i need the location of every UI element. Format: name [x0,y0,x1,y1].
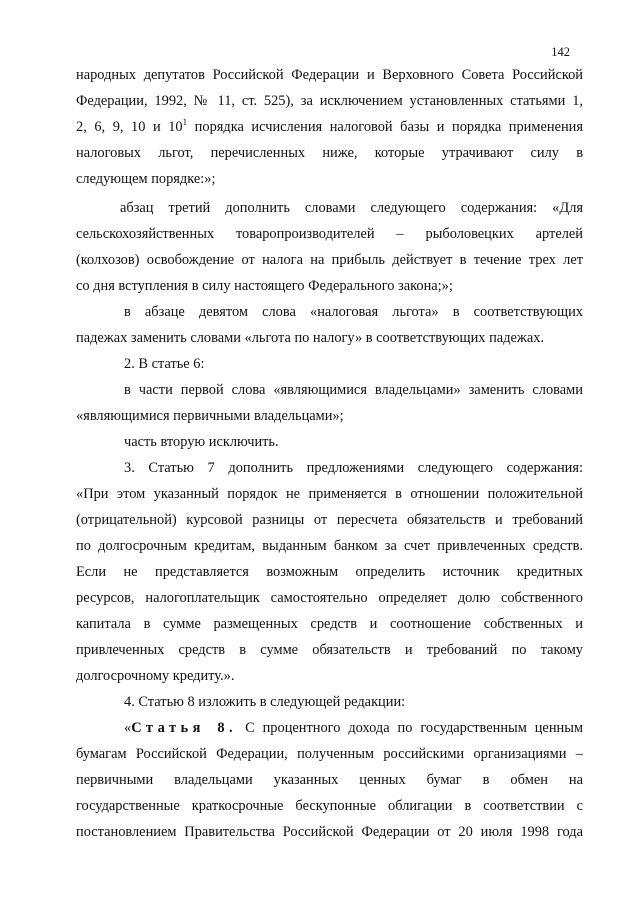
text-fragment: С процентного дохода по государственным ценным [237,720,583,736]
text-line: падежах заменить словами «льгота по налогу» в соответствующих падежах. [76,330,545,346]
text-line: со дня вступления в силу настоящего Федерального закона;»; [76,278,453,294]
text-fragment: « [124,720,132,736]
text-line: «При этом указанный порядок не применяется в отношении положительной [76,486,583,502]
text-line: налоговых льгот, перечисленных ниже, которые утрачивают силу в [76,145,583,161]
text-line: сельскохозяйственных товаропроизводителей – рыболовецких артелей [76,226,583,242]
text-line: абзац третий дополнить словами следующего содержания: «Для [120,200,583,216]
superscript: 1 [182,117,188,127]
text-line: привлеченных средств в сумме обязательств и требований по такому [76,642,583,658]
text-line: Федерации, 1992, № 11, ст. 525), за исключением установленных статьями 1, [76,93,583,109]
text-line: в части первой слова «являющимися владельцами» заменить словами [124,382,583,398]
text-line: «являющимися первичными владельцами»; [76,408,344,424]
text-line: (отрицательной) курсовой разницы от пересчета обязательств и требований [76,512,583,528]
text-line: ресурсов, налогоплательщик самостоятельно определяет долю собственного [76,590,583,606]
text-line: Если не представляется возможным определить источник кредитных [76,564,583,580]
text-line: по долгосрочным кредитам, выданным банком за счет привлеченных средств. [76,538,583,554]
text-fragment: 2, 6, 9, 10 и 10 [76,119,183,135]
text-line: 2. В статье 6: [124,356,205,372]
text-line: первичными владельцами указанных ценных бумаг в обмен на [76,772,583,788]
text-line: государственные краткосрочные бескупонные облигации в соответствии с [76,798,583,814]
text-line: долгосрочному кредиту.». [76,668,235,684]
text-line [76,118,583,136]
text-line: (колхозов) освобождение от налога на прибыль действует в течение трех лет [76,252,583,268]
text-line: 4. Статью 8 изложить в следующей редакции: [124,694,406,710]
text-line: бумагам Российской Федерации, полученным российскими организациями – [76,746,583,762]
text-line: в абзаце девятом слова «налоговая льгота» в соответствующих [124,304,583,320]
text-line [124,719,583,737]
text-line: народных депутатов Российской Федерации и Верховного Совета Российской [76,67,583,83]
text-line: постановлением Правительства Российской Федерации от 20 июля 1998 года [76,824,583,840]
text-line: следующем порядке:»; [76,171,216,187]
page-number: 142 [551,45,570,59]
article-heading: Статья 8. [131,720,238,736]
text-line: капитала в сумме размещенных средств и соотношение собственных и [76,616,583,632]
text-fragment: порядка исчисления налоговой базы и порядка применения [187,119,583,135]
text-line: 3. Статью 7 дополнить предложениями следующего содержания: [124,460,583,476]
text-line: часть вторую исключить. [124,434,279,450]
